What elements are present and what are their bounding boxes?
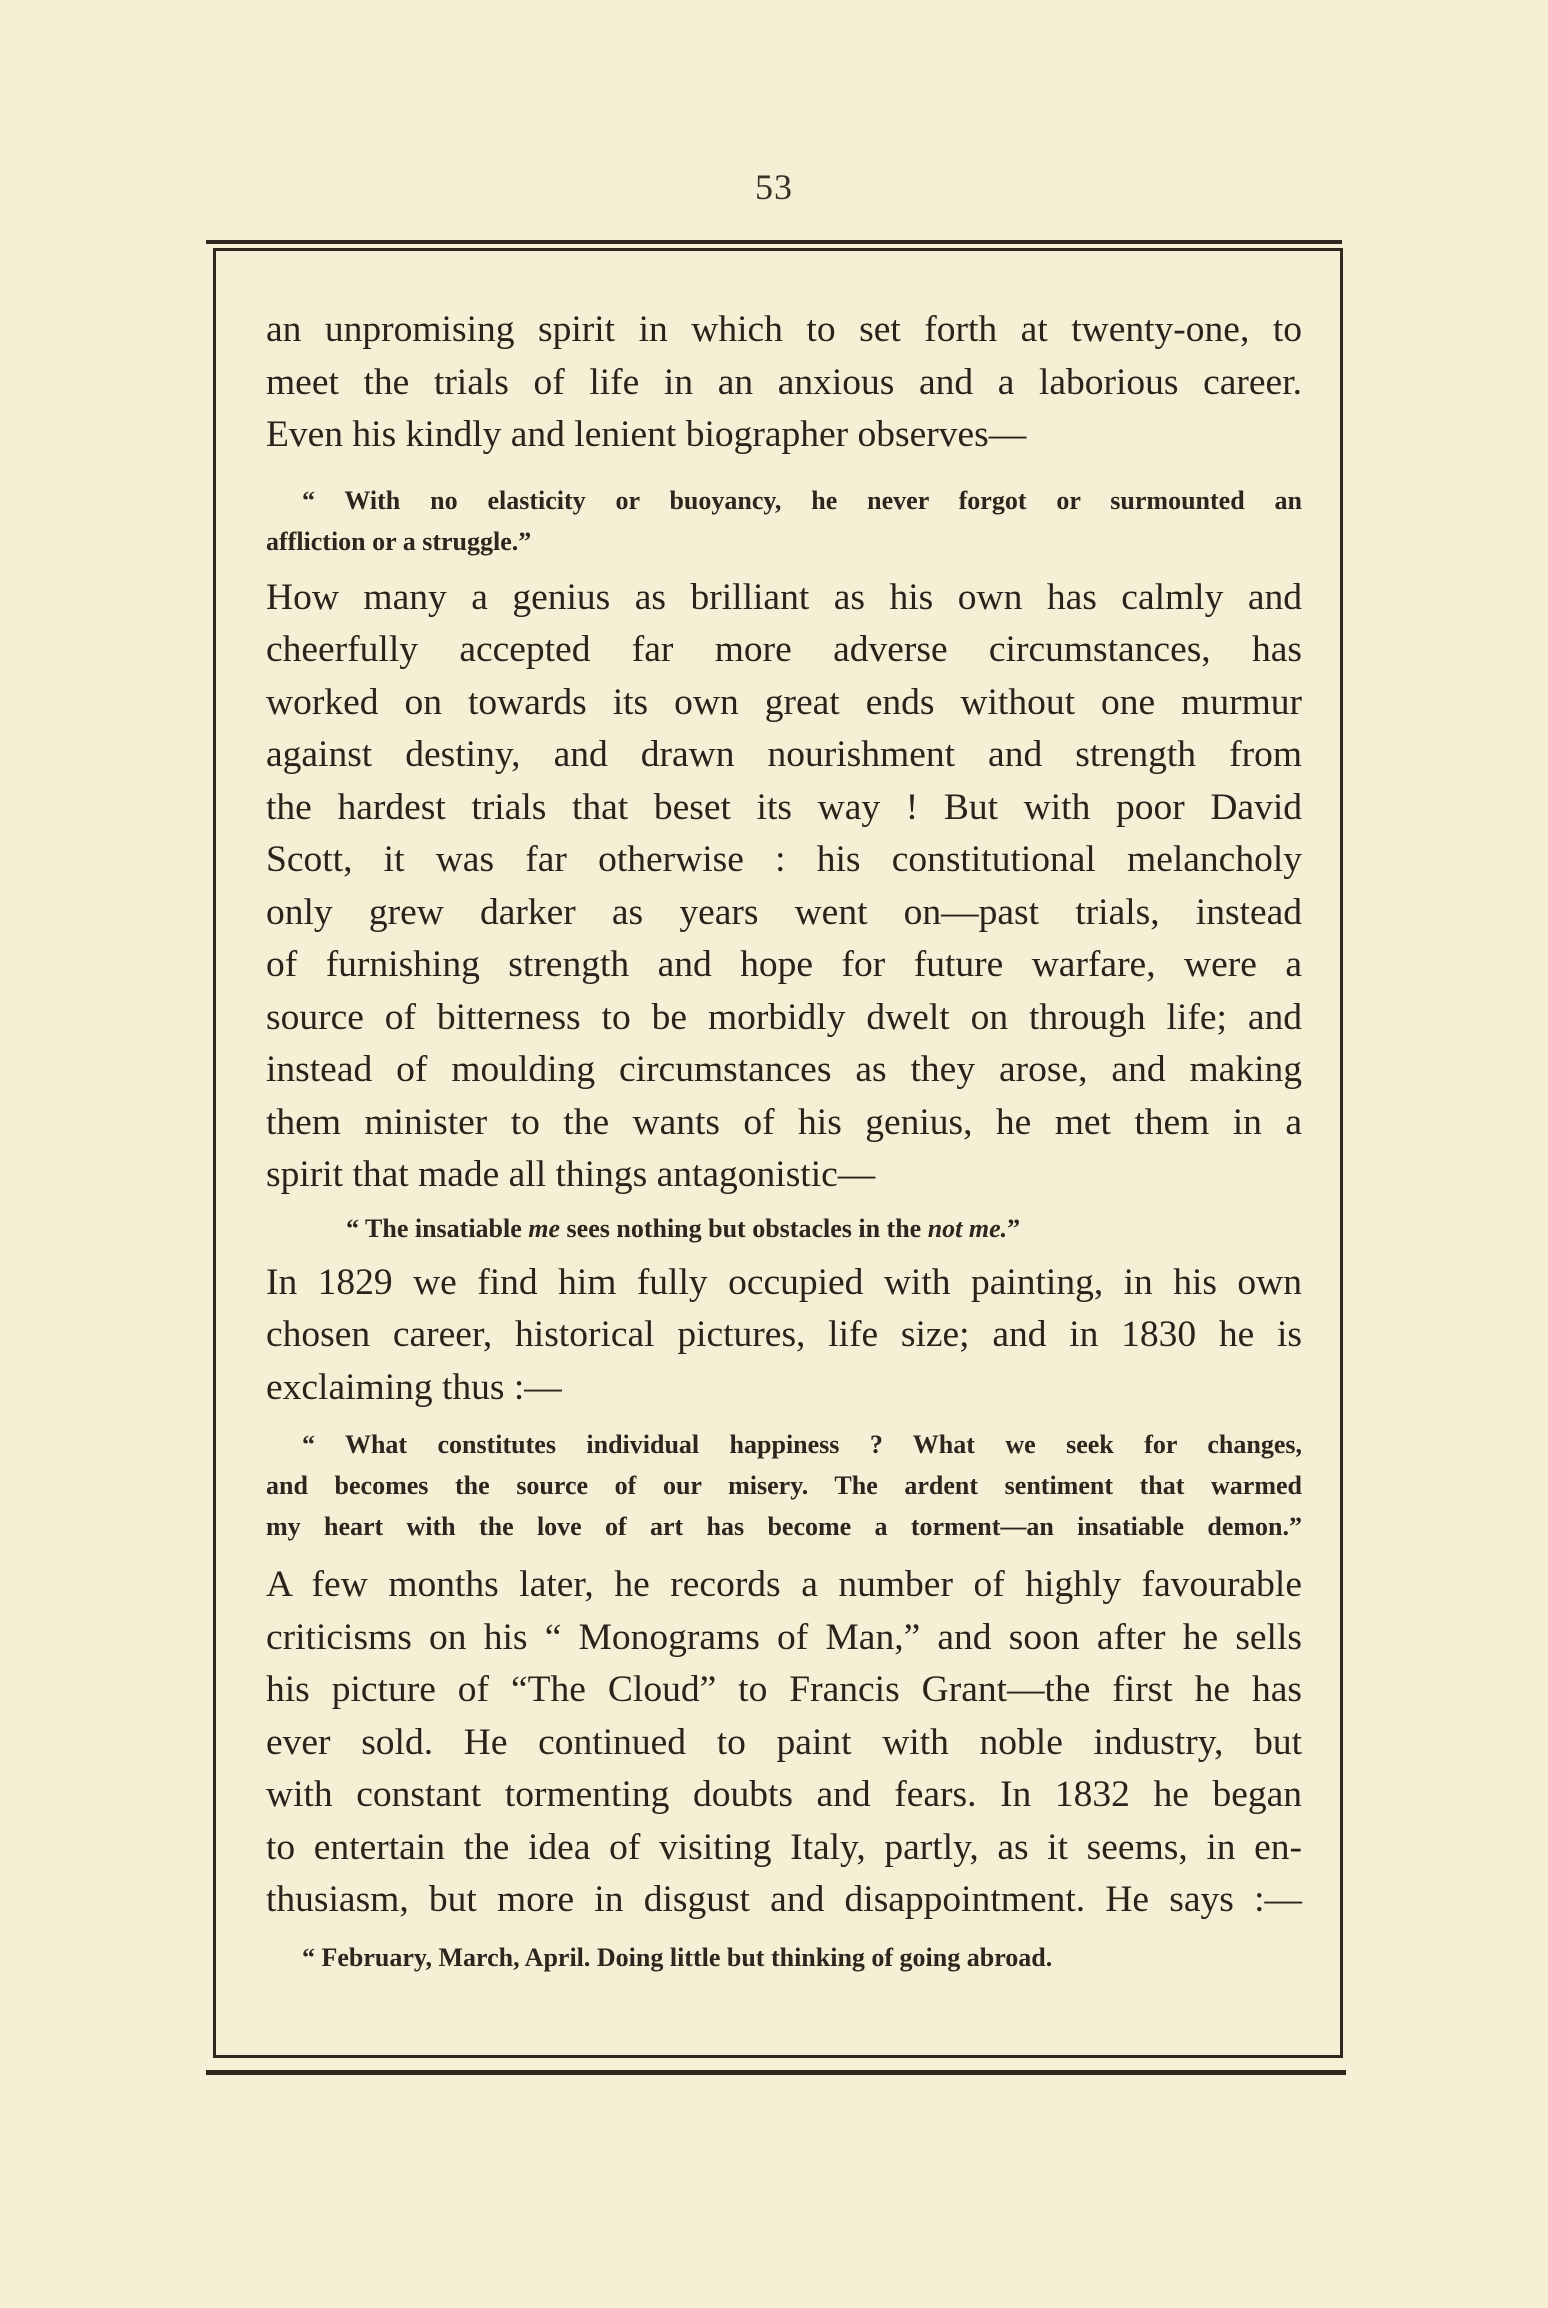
text-line: In 1829 we find him fully occupied with painting, in his own	[266, 1261, 1302, 1303]
quote-line: affliction or a struggle.”	[266, 526, 532, 556]
quote-line: my heart with the love of art has become a torment—an insatiable demon.”	[266, 1512, 1302, 1541]
text-line: with constant tormenting doubts and fears. In 1832 he began	[266, 1774, 1302, 1815]
text-line: worked on towards its own great ends without one murmur	[266, 681, 1302, 723]
quote-line: “ What constitutes individual happiness ? What we seek for changes,	[302, 1430, 1302, 1459]
top-rule	[206, 240, 1342, 244]
block-quote-1	[266, 480, 1302, 562]
bottom-rule	[206, 2070, 1346, 2075]
text-line: the hardest trials that beset its way ! But with poor David	[266, 786, 1302, 828]
quote-line: “ February, March, April. Doing little but thinking of going abroad.	[302, 1942, 1053, 1972]
block-quote-2	[266, 1208, 1302, 1249]
text-line: thusiasm, but more in disgust and disappointment. He says :—	[266, 1879, 1302, 1920]
text-line: meet the trials of life in an anxious and a laborious career.	[266, 361, 1302, 403]
text-line: them minister to the wants of his genius, he met them in a	[266, 1101, 1302, 1143]
quote-emphasis: not me.	[927, 1213, 1008, 1243]
text-line: exclaiming thus :—	[266, 1366, 562, 1408]
quote-text: “ The insatiable	[346, 1213, 529, 1243]
text-line: his picture of “The Cloud” to Francis Grant—the first he has	[266, 1669, 1302, 1710]
paragraph-4	[266, 1559, 1302, 1927]
text-line: an unpromising spirit in which to set forth at twenty-one, to	[266, 309, 1302, 350]
page-body	[266, 304, 1302, 1978]
text-line: Scott, it was far otherwise : his constitutional melancholy	[266, 839, 1302, 880]
quote-line: and becomes the source of our misery. The ardent sentiment that warmed	[266, 1471, 1302, 1500]
text-line: only grew darker as years went on—past trials, instead	[266, 891, 1302, 933]
paragraph-3	[266, 1257, 1302, 1415]
block-quote-4	[266, 1937, 1302, 1978]
text-line: Even his kindly and lenient biographer observes—	[266, 414, 1027, 455]
quote-line: “ With no elasticity or buoyancy, he never forgot or surmounted an	[302, 485, 1302, 515]
paragraph-1	[266, 304, 1302, 462]
text-line: A few months later, he records a number of highly favourable	[266, 1564, 1302, 1605]
text-line: against destiny, and drawn nourishment and strength from	[266, 734, 1302, 775]
paragraph-2	[266, 572, 1302, 1202]
text-line: source of bitterness to be morbidly dwelt on through life; and	[266, 996, 1302, 1038]
text-line: How many a genius as brilliant as his own has calmly and	[266, 576, 1302, 618]
quote-emphasis: me	[528, 1213, 561, 1243]
quote-text: sees nothing but obstacles in the	[560, 1213, 928, 1243]
text-line: of furnishing strength and hope for future warfare, were a	[266, 944, 1302, 985]
block-quote-3	[266, 1424, 1302, 1547]
text-line: chosen career, historical pictures, life size; and in 1830 he is	[266, 1314, 1302, 1355]
quote-text: ”	[1007, 1213, 1021, 1243]
quote-line	[346, 1208, 1302, 1249]
text-line: cheerfully accepted far more adverse circumstances, has	[266, 629, 1302, 670]
text-line: spirit that made all things antagonistic—	[266, 1154, 876, 1195]
text-line: criticisms on his “ Monograms of Man,” and soon after he sells	[266, 1616, 1302, 1658]
text-line: ever sold. He continued to paint with noble industry, but	[266, 1721, 1302, 1763]
page-number: 53	[755, 167, 793, 207]
text-line: instead of moulding circumstances as they arose, and making	[266, 1049, 1302, 1090]
text-line: to entertain the idea of visiting Italy, partly, as it seems, in en-	[266, 1826, 1302, 1868]
